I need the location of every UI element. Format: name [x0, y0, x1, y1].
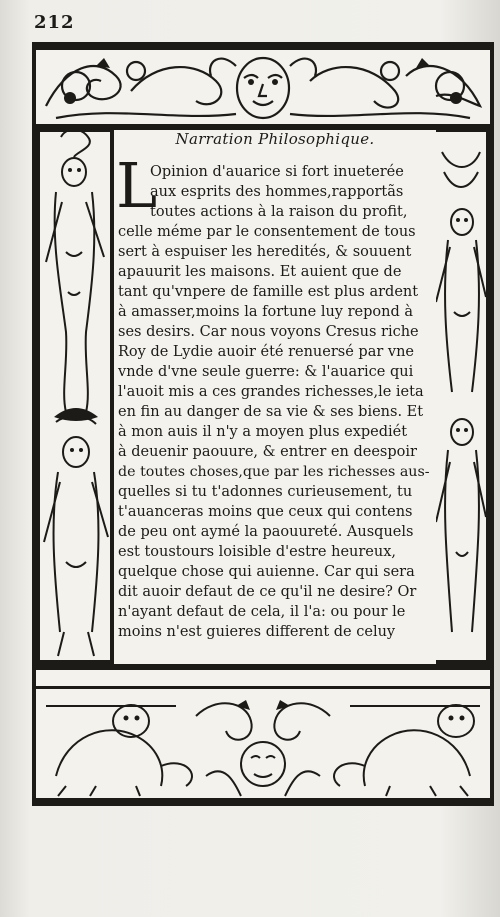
text-line: apauurit les maisons. Et auient que de — [118, 264, 402, 280]
text-line: toutes actions à la raison du profit, — [150, 204, 408, 220]
text-line: moins n'est guieres different de celuy — [118, 624, 396, 640]
page-number: 212 — [34, 12, 75, 33]
text-panel — [114, 130, 436, 664]
text-line: ses desirs. Car nous voyons Cresus riche — [118, 324, 419, 340]
text-line: de peu ont aymé la paouureté. Ausquels — [118, 524, 414, 540]
text-line: Opinion d'auarice si fort inueterée — [150, 164, 404, 180]
bottom-ornament-band — [36, 666, 490, 802]
text-line: aux esprits des hommes,rapportãs — [150, 184, 404, 200]
text-line: à amasser,moins la fortune luy repond à — [118, 304, 413, 320]
text-line: Roy de Lydie auoir été renuersé par vne — [118, 344, 414, 360]
text-line: quelque chose qui auienne. Car qui sera — [118, 564, 415, 580]
text-line: à mon auis il n'y a moyen plus expediét — [118, 424, 408, 440]
text-line: tant qu'vnpere de famille est plus ardent — [118, 284, 419, 300]
top-ornament-band — [36, 46, 490, 128]
text-line: celle méme par le consentement de tous — [118, 224, 416, 240]
text-line: sert à espuiser les heredités, & souuent — [118, 244, 412, 260]
drop-cap: L — [116, 149, 158, 222]
text-line: t'auanceras moins que ceux qui contens — [118, 504, 413, 520]
text-line: à deuenir paouure, & entrer en deespoir — [118, 444, 417, 460]
left-figure-band — [36, 132, 114, 660]
text-line: quelles si tu t'adonnes curieusement, tu — [118, 484, 413, 500]
text-line: dit auoir defaut de ce qu'il ne desire? Or — [118, 584, 417, 600]
text-line: est toustours loisible d'estre heureux, — [118, 544, 396, 560]
right-figure-band — [432, 132, 490, 660]
text-line: n'ayant defaut de cela, il l'a: ou pour le — [118, 604, 406, 620]
text-line: de toutes choses,que par les richesses aus- — [118, 464, 430, 480]
text-line: l'auoit mis a ces grandes richesses,le ieta — [118, 384, 424, 400]
section-heading: Narration Philosophique. — [175, 130, 375, 148]
text-line: en fin au danger de sa vie & ses biens. Et — [118, 404, 424, 420]
text-line: vnde d'vne seule guerre: & l'auarice qui — [118, 364, 414, 380]
